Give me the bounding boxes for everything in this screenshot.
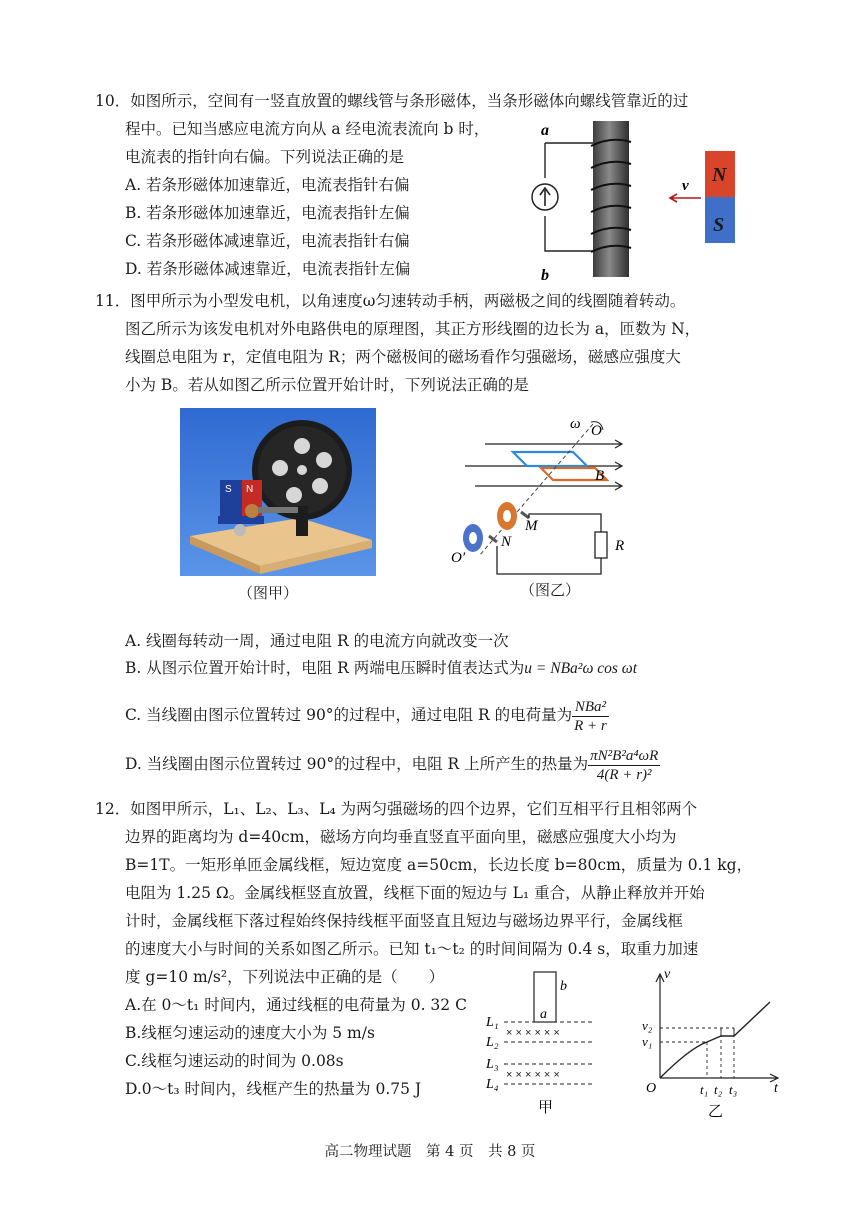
q11-option-c <box>125 693 609 737</box>
q11-option-d <box>125 742 660 786</box>
q12-option-c: C.线框匀速运动的时间为 0.08s <box>125 1052 344 1070</box>
label-o: O <box>591 423 602 439</box>
q10-option-c: C. 若条形磁体减速靠近，电流表指针右偏 <box>125 232 410 250</box>
q10-option-d: D. 若条形磁体减速靠近，电流表指针左偏 <box>125 260 411 278</box>
q10-line-1: 10．如图所示，空间有一竖直放置的螺线管与条形磁体，当条形磁体向螺线管靠近的过 <box>95 92 689 110</box>
q11-option-c-text: C. 当线圈由图示位置转过 90°的过程中，通过电阻 R 的电荷量为 <box>125 706 573 724</box>
q12-line-5: 计时，金属线框下落过程始终保持线框平面竖直且短边与磁场边界平行，金属线框 <box>125 912 684 930</box>
q12-field-figure <box>482 968 612 1118</box>
q12-option-b: B.线框匀速运动的速度大小为 5 m/s <box>125 1024 375 1042</box>
magnet-n-label: N <box>246 484 254 495</box>
q12-line-1: 12．如图甲所示，L₁、L₂、L₃、L₄ 为两匀强磁场的四个边界，它们互相平行且相邻两个 <box>95 800 698 818</box>
label-v1: v₁ <box>642 1034 653 1049</box>
magnet-s-label: S <box>225 484 232 495</box>
q11-option-b-formula: u = NBa²ω cos ωt <box>524 660 638 677</box>
vt-curve <box>660 1002 770 1078</box>
q11-option-b <box>125 657 637 680</box>
q10-line-3: 电流表的指针向右偏。下列说法正确的是 <box>125 148 405 166</box>
q11-option-c-fraction <box>572 698 609 735</box>
q12-line-6: 的速度大小与时间的关系如图乙所示。已知 t₁～t₂ 的时间间隔为 0.4 s，取重力加速 <box>125 940 699 958</box>
fraction-numerator: πN²B²a⁴ωR <box>590 747 659 764</box>
magnet-s-label: S <box>713 214 725 236</box>
label-l1: L₁ <box>486 1015 499 1030</box>
label-o-prime: O′ <box>451 550 466 566</box>
q11-generator-photo <box>180 408 376 576</box>
q11-fig-yi-caption: （图乙） <box>520 581 581 599</box>
label-l3: L₃ <box>486 1057 499 1072</box>
q11-option-d-fraction <box>588 747 660 784</box>
q11-schematic-figure <box>445 418 645 580</box>
q10-option-a: A. 若条形磁体加速靠近，电流表指针右偏 <box>125 176 410 194</box>
label-a: a <box>541 122 549 139</box>
label-l2: L₂ <box>486 1035 499 1050</box>
label-v: v <box>682 178 689 194</box>
q12-line-7: 度 g=10 m/s²，下列说法中正确的是（ ） <box>125 968 445 986</box>
fraction-numerator: NBa² <box>572 698 609 717</box>
label-b-field: B <box>595 468 605 484</box>
q10-option-b: B. 若条形磁体加速靠近，电流表指针左偏 <box>125 204 410 222</box>
label-omega: ω <box>570 418 581 432</box>
fraction-denominator: R + r <box>574 717 607 734</box>
q11-fig-jia-caption: （图甲） <box>238 584 299 602</box>
fraction-denominator: 4(R + r)² <box>596 766 652 783</box>
label-origin: O <box>646 1081 657 1096</box>
label-b: b <box>541 267 549 284</box>
magnet-n-label: N <box>712 164 727 186</box>
label-t-axis: t <box>774 1081 778 1096</box>
label-t3: t₃ <box>729 1082 738 1097</box>
q12-vt-graph <box>640 964 790 1122</box>
fig-yi-caption: 乙 <box>708 1102 724 1120</box>
q12-line-4: 电阻为 1.25 Ω。金属线框竖直放置，线框下面的短边与 L₁ 重合，从静止释放并开始 <box>125 884 705 902</box>
svg-text:× × × × × ×: × × × × × × <box>506 1027 560 1039</box>
q11-line-4: 小为 B。若从如图乙所示位置开始计时，下列说法正确的是 <box>125 376 529 394</box>
label-m: M <box>525 518 538 534</box>
page-footer: 高二物理试题 第 4 页 共 8 页 <box>324 1144 536 1160</box>
q12-option-d: D.0～t₃ 时间内，线框产生的热量为 0.75 J <box>125 1080 422 1098</box>
q11-option-b-text: B. 从图示位置开始计时，电阻 R 两端电压瞬时值表达式为 <box>125 659 525 677</box>
q11-option-a: A. 线圈每转动一周，通过电阻 R 的电流方向就改变一次 <box>125 632 509 650</box>
label-v2: v₂ <box>642 1018 653 1033</box>
q11-line-1: 11．图甲所示为小型发电机，以角速度ω匀速转动手柄，两磁极之间的线圈随着转动。 <box>95 292 686 310</box>
label-frame-b: b <box>560 979 567 994</box>
q12-option-a: A.在 0～t₁ 时间内，通过线框的电荷量为 0. 32 C <box>125 996 467 1014</box>
label-n: N <box>501 534 512 550</box>
fig-jia-caption: 甲 <box>538 1098 554 1116</box>
label-t2: t₂ <box>714 1082 723 1097</box>
q11-line-2: 图乙所示为该发电机对外电路供电的原理图，其正方形线圈的边长为 a，匝数为 N， <box>125 320 701 338</box>
q12-line-2: 边界的距离均为 d=40cm，磁场方向均垂直竖直平面向里，磁感应强度大小均为 <box>125 828 677 846</box>
solenoid-core <box>593 121 629 277</box>
label-t1: t₁ <box>700 1082 709 1097</box>
q12-line-3: B=1T。一矩形单匝金属线框，短边宽度 a=50cm，长边长度 b=80cm，质量为 0.1 kg， <box>125 856 753 874</box>
label-l4: L₄ <box>486 1077 499 1092</box>
svg-text:× × × × × ×: × × × × × × <box>506 1069 560 1081</box>
label-frame-a: a <box>540 1007 547 1022</box>
q11-option-d-text: D. 当线圈由图示位置转过 90°的过程中，电阻 R 上所产生的热量为 <box>125 755 589 773</box>
q10-solenoid-figure <box>525 118 740 286</box>
label-r: R <box>615 538 625 554</box>
velocity-arrow-icon <box>670 194 701 202</box>
q10-line-2: 程中。已知当感应电流方向从 a 经电流表流向 b 时， <box>125 120 490 138</box>
q11-line-3: 线圈总电阻为 r，定值电阻为 R；两个磁极间的磁场看作匀强磁场，磁感应强度大 <box>125 348 681 366</box>
resistor-r <box>595 532 607 558</box>
label-v-axis: v <box>664 967 671 982</box>
